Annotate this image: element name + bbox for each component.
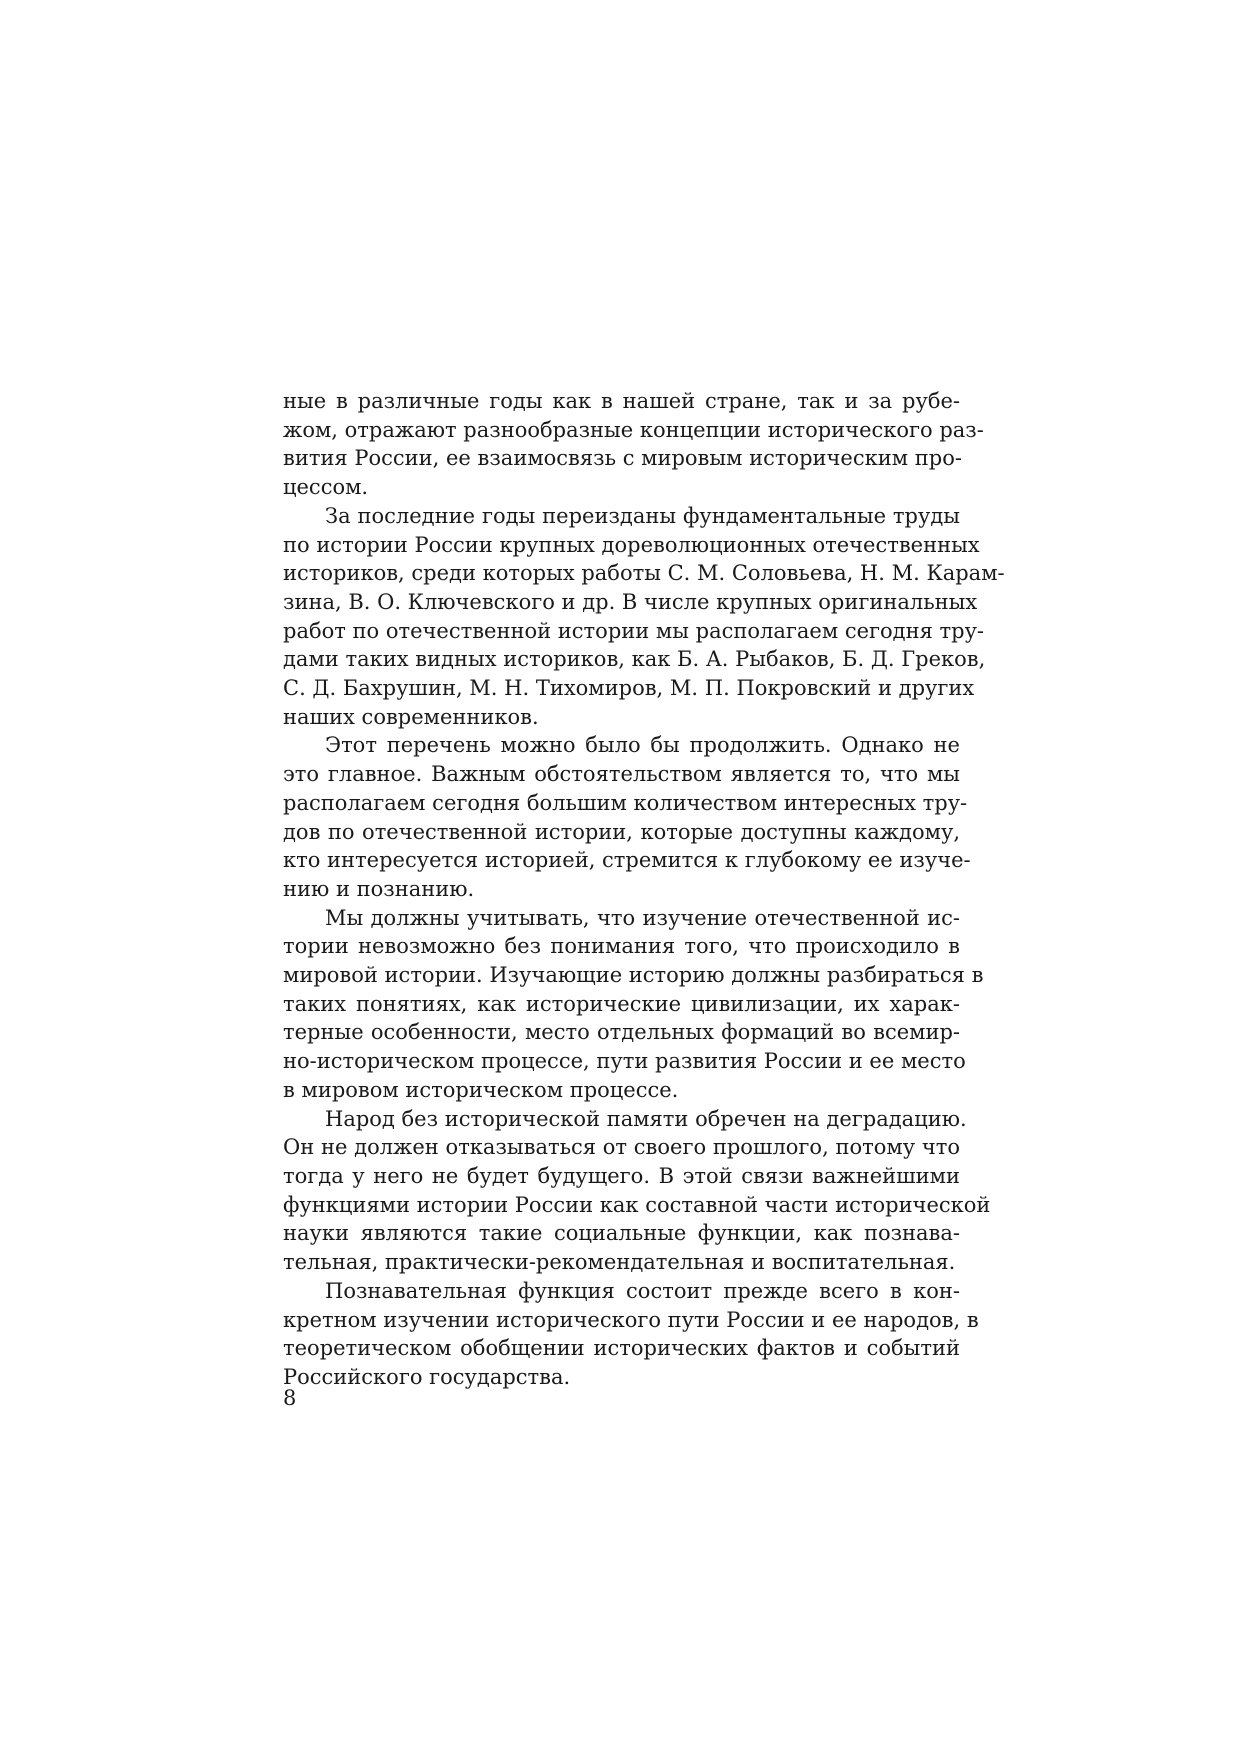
- text-line: тории невозможно без понимания того, что происходило в: [283, 934, 960, 959]
- paragraph: [283, 502, 1005, 732]
- text-line: в мировом историческом процессе.: [283, 1077, 679, 1102]
- text-line: вития России, ее взаимосвязь с мировым историческим про-: [283, 446, 962, 471]
- text-line: Познавательная функция состоит прежде всего в кон-: [325, 1278, 960, 1303]
- text-line: нию и познанию.: [283, 876, 475, 901]
- text-line: ные в различные годы как в нашей стране, так и за рубе-: [283, 389, 960, 413]
- page-number: 8: [283, 1386, 297, 1410]
- text-line: наших современников.: [283, 704, 539, 729]
- text-line: цессом.: [283, 475, 369, 500]
- text-line: науки являются такие социальные функции, как познава-: [283, 1221, 960, 1246]
- text-line: работ по отечественной истории мы располагаем сегодня тру-: [283, 618, 985, 643]
- text-line: располагаем сегодня большим количеством интересных тру-: [283, 790, 968, 815]
- text-line: это главное. Важным обстоятельством является то, что мы: [283, 762, 960, 787]
- text-line: таких понятиях, как исторические цивилизации, их харак-: [283, 991, 960, 1016]
- text-line: Этот перечень можно было бы продолжить. Однако не: [325, 733, 960, 758]
- text-line: За последние годы переизданы фундаментальные труды: [325, 503, 960, 528]
- text-line: историков, среди которых работы С. М. Соловьева, Н. М. Карам-: [283, 561, 1005, 586]
- text-line: жом, отражают разнообразные концепции исторического раз-: [283, 417, 984, 442]
- text-line: С. Д. Бахрушин, М. Н. Тихомиров, М. П. Покровский и других: [283, 676, 975, 701]
- text-line: дов по отечественной истории, которые доступны каждому,: [283, 819, 960, 844]
- text-line: но-историческом процессе, пути развития России и ее место: [283, 1049, 966, 1074]
- text-line: терные особенности, место отдельных формаций во всемир-: [283, 1020, 960, 1045]
- paragraph: [283, 731, 971, 903]
- text-line: кто интересуется историей, стремится к глубокому ее изуче-: [283, 848, 971, 873]
- body-text: [283, 387, 1005, 1392]
- text-line: тельная, практически-рекомендательная и воспитательная.: [283, 1250, 956, 1275]
- text-line: кретном изучении исторического пути России и ее народов, в: [283, 1307, 979, 1332]
- text-line: теоретическом обобщении исторических фактов и событий: [283, 1336, 960, 1361]
- text-line: тогда у него не будет будущего. В этой связи важнейшими: [283, 1163, 960, 1188]
- paragraph: [283, 1277, 979, 1392]
- text-line: Он не должен отказываться от своего прошлого, потому что: [283, 1135, 960, 1160]
- paragraph: [283, 904, 984, 1105]
- paragraph: [283, 1105, 991, 1277]
- text-line: по истории России крупных дореволюционных отечественных: [283, 532, 980, 557]
- text-line: дами таких видных историков, как Б. А. Рыбаков, Б. Д. Греков,: [283, 647, 986, 672]
- text-line: мировой истории. Изучающие историю должны разбираться в: [283, 963, 984, 988]
- text-line: зина, В. О. Ключевского и др. В числе крупных оригинальных: [283, 589, 978, 614]
- text-line: Российского государства.: [283, 1364, 571, 1389]
- text-line: функциями истории России как составной части исторической: [283, 1192, 991, 1217]
- text-line: Народ без исторической памяти обречен на деградацию.: [325, 1106, 967, 1131]
- paragraph: [283, 387, 984, 502]
- text-line: Мы должны учитывать, что изучение отечественной ис-: [325, 905, 960, 930]
